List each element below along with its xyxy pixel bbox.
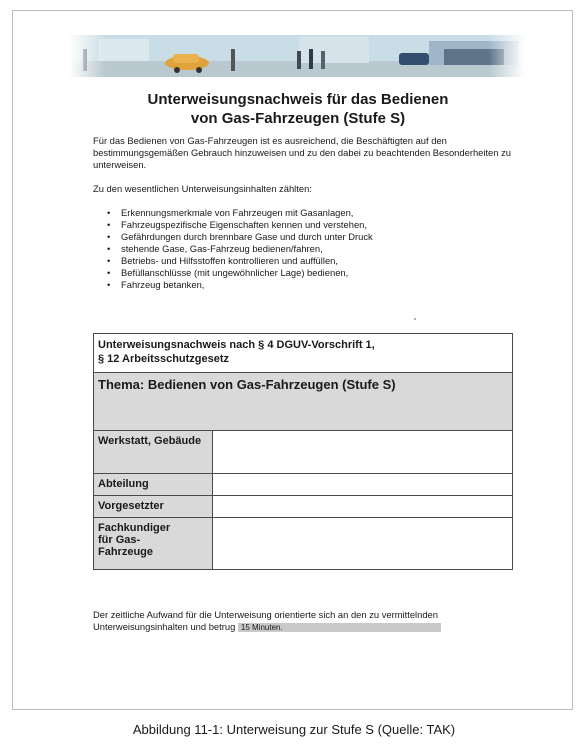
list-item: • Erkennungsmerkmale von Fahrzeugen mit Gasanlagen,: [121, 207, 541, 219]
instruction-form: [93, 333, 513, 570]
form-thema: Thema: Bedienen von Gas-Fahrzeugen (Stufe S): [94, 373, 513, 431]
list-item: • Gefährdungen durch brennbare Gase und durch unter Druck: [121, 231, 541, 243]
title-line-1: Unterweisungsnachweis für das Bedienen: [147, 91, 449, 108]
content-list: [93, 207, 541, 291]
form-header-line-2: § 12 Arbeitsschutzgesetz: [98, 353, 230, 365]
footer-line-1: Der zeitliche Aufwand für die Unterweisung orientierte sich an den zu vermittelnden: [93, 609, 438, 620]
figure-caption: Abbildung 11-1: Unterweisung zur Stufe S (Quelle: TAK): [132, 722, 456, 737]
list-item: • Betriebs- und Hilfsstoffen kontrollieren und auffüllen,: [121, 255, 541, 267]
form-header: [94, 334, 513, 373]
label-werkstatt: Werkstatt, Gebäude: [94, 431, 213, 474]
label-vorgesetzter: Vorgesetzter: [94, 496, 213, 518]
form-header-line-1: Unterweisungsnachweis nach § 4 DGUV-Vorschrift 1,: [98, 339, 375, 351]
label-fachkundiger: Fachkundiger für Gas- Fahrzeuge: [94, 518, 213, 570]
list-item: • Fahrzeugspezifische Eigenschaften kennen und verstehen,: [121, 219, 541, 231]
footer-text: Unterweisungsinhalten und betrug: [93, 621, 236, 632]
field-vorgesetzter[interactable]: [213, 496, 513, 518]
list-item: • Fahrzeug betanken,: [121, 279, 541, 291]
document-page: [12, 10, 573, 710]
footer-line-2: [93, 621, 513, 634]
duration-value: 15 Minuten.: [240, 623, 283, 632]
speck: [414, 318, 416, 320]
document-title: [53, 90, 543, 128]
field-fachkundiger[interactable]: [213, 518, 513, 570]
footer-paragraph: [93, 609, 513, 634]
field-abteilung[interactable]: [213, 474, 513, 496]
title-line-2: von Gas-Fahrzeugen (Stufe S): [190, 110, 406, 127]
label-abteilung: Abteilung: [94, 474, 213, 496]
duration-highlight: [238, 623, 441, 632]
header-illustration: [69, 31, 525, 83]
list-item: • Befüllanschlüsse (mit ungewöhnlicher Lage) bedienen,: [121, 267, 541, 279]
field-werkstatt[interactable]: [213, 431, 513, 474]
list-item: • stehende Gase, Gas-Fahrzeug bedienen/fahren,: [121, 243, 541, 255]
list-lead: Zu den wesentlichen Unterweisungsinhalten zählten:: [93, 183, 312, 194]
intro-paragraph: Für das Bedienen von Gas-Fahrzeugen ist es ausreichend, die Beschäftigten auf den bestimmungsgemäßen Gebrauch hinzuweisen und zu den dabei zu beachtenden Besonderheiten zu unterweisen.: [93, 135, 511, 170]
